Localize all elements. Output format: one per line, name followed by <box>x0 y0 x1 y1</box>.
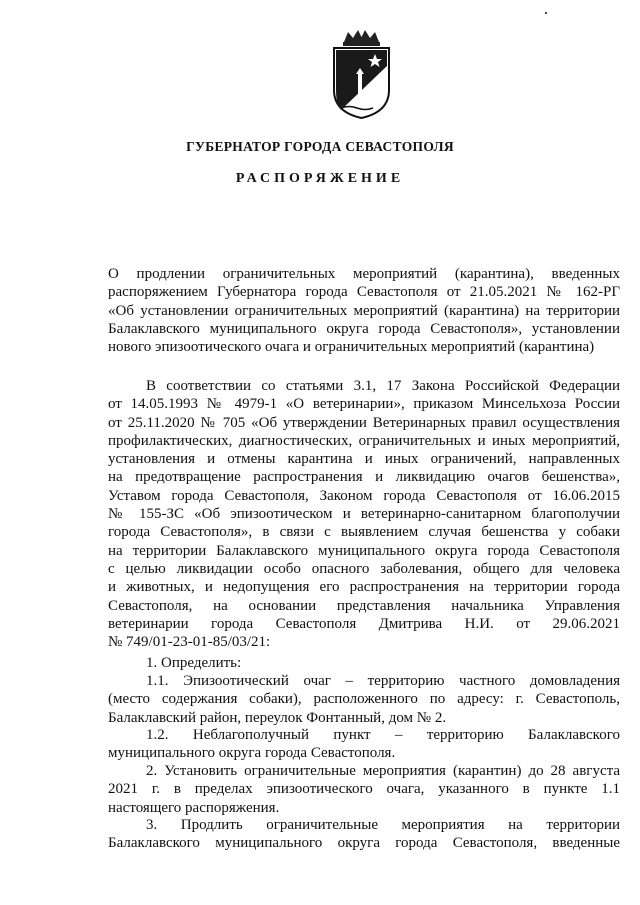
item-line: настоящего распоряжения. <box>108 799 280 816</box>
preamble-line: Севастополя, на основании представления начальника Управления <box>108 597 620 614</box>
preamble-line: В соответствии со статьями 3.1, 17 Закона Российской Федерации <box>146 378 620 394</box>
item-1 <box>108 654 620 672</box>
document-type-heading: РАСПОРЯЖЕНИЕ <box>235 171 405 186</box>
title-line: «Об установлении ограничительных мероприятий (карантина) на территории <box>108 302 620 319</box>
title-line: распоряжением Губернатора города Севастополя от 21.05.2021 № 162-РГ <box>108 284 620 301</box>
preamble-line: № 155-ЗС «Об эпизоотическом и ветеринарно-санитарном благополучии <box>108 506 620 523</box>
item-line: Балаклавского муниципального округа города Севастополя, введенные <box>108 835 620 852</box>
item-line: муниципального округа города Севастополя. <box>108 745 396 762</box>
title-line: Балаклавского муниципального округа города Севастополя», установлении <box>108 320 620 337</box>
preamble-line: и животных, и недопущения его распространения на территории города <box>108 579 620 596</box>
item-line: 1.2. Неблагополучный пункт – территорию Балаклавского <box>146 727 620 743</box>
item-line: 2. Установить ограничительные мероприятия (карантин) до 28 августа <box>146 763 620 779</box>
item-line: 1.1. Эпизоотический очаг – территорию частного домовладения <box>146 673 620 689</box>
preamble-line: с целью ликвидации особо опасного заболевания, общего для человека <box>108 560 620 577</box>
preamble-line: города Севастополя», в связи с выявлением случая бешенства у собаки <box>108 524 620 541</box>
preamble-line: № 749/01-23-01-85/03/21: <box>108 634 271 651</box>
item-line: 1. Определить: <box>146 655 242 671</box>
sevastopol-coat-of-arms-icon <box>331 28 392 120</box>
item-line: 2021 г. в пределах эпизоотического очага, указанного в пункте 1.1 <box>108 781 620 798</box>
preamble-line: Уставом города Севастополя, Законом города Севастополя от 16.06.2015 <box>108 487 620 504</box>
title-line: нового эпизоотического очага и ограничительных мероприятий (карантина) <box>108 339 595 356</box>
preamble-line: от 25.11.2020 № 705 «Об утверждении Ветеринарных правил осуществления <box>108 414 620 431</box>
item-line: Балаклавский район, переулок Фонтанный, дом № 2. <box>108 709 447 726</box>
item-line: 3. Продлить ограничительные мероприятия на территории <box>146 817 620 833</box>
preamble-line: установления и отмены карантина и иных ограничений, направленных <box>108 451 620 468</box>
preamble-line: ветеринарии города Севастополя Дмитрива Н.И. от 29.06.2021 <box>108 615 620 632</box>
preamble-line: от 14.05.1993 № 4979-1 «О ветеринарии», приказом Минсельхоза России <box>108 396 620 413</box>
organization-heading: ГУБЕРНАТОР ГОРОДА СЕВАСТОПОЛЯ <box>186 139 454 154</box>
item-3 <box>108 816 620 853</box>
preamble-line: на территории Балаклавского муниципального округа города Севастополя <box>108 542 620 559</box>
document-title <box>108 265 620 356</box>
item-2 <box>108 762 620 817</box>
title-line: О продлении ограничительных мероприятий (карантина), введенных <box>108 266 620 282</box>
item-line: (место содержания собаки), расположенного по адресу: г. Севастополь, <box>108 691 620 708</box>
scan-dot <box>545 12 547 14</box>
item-1-2 <box>108 726 620 763</box>
preamble-paragraph <box>108 377 620 651</box>
item-1-1 <box>108 672 620 727</box>
preamble-line: профилактических, диагностических, ограничительных и иных мероприятий, <box>108 432 620 449</box>
preamble-line: на предотвращение распространения и ликвидацию очагов бешенства», <box>108 469 620 486</box>
